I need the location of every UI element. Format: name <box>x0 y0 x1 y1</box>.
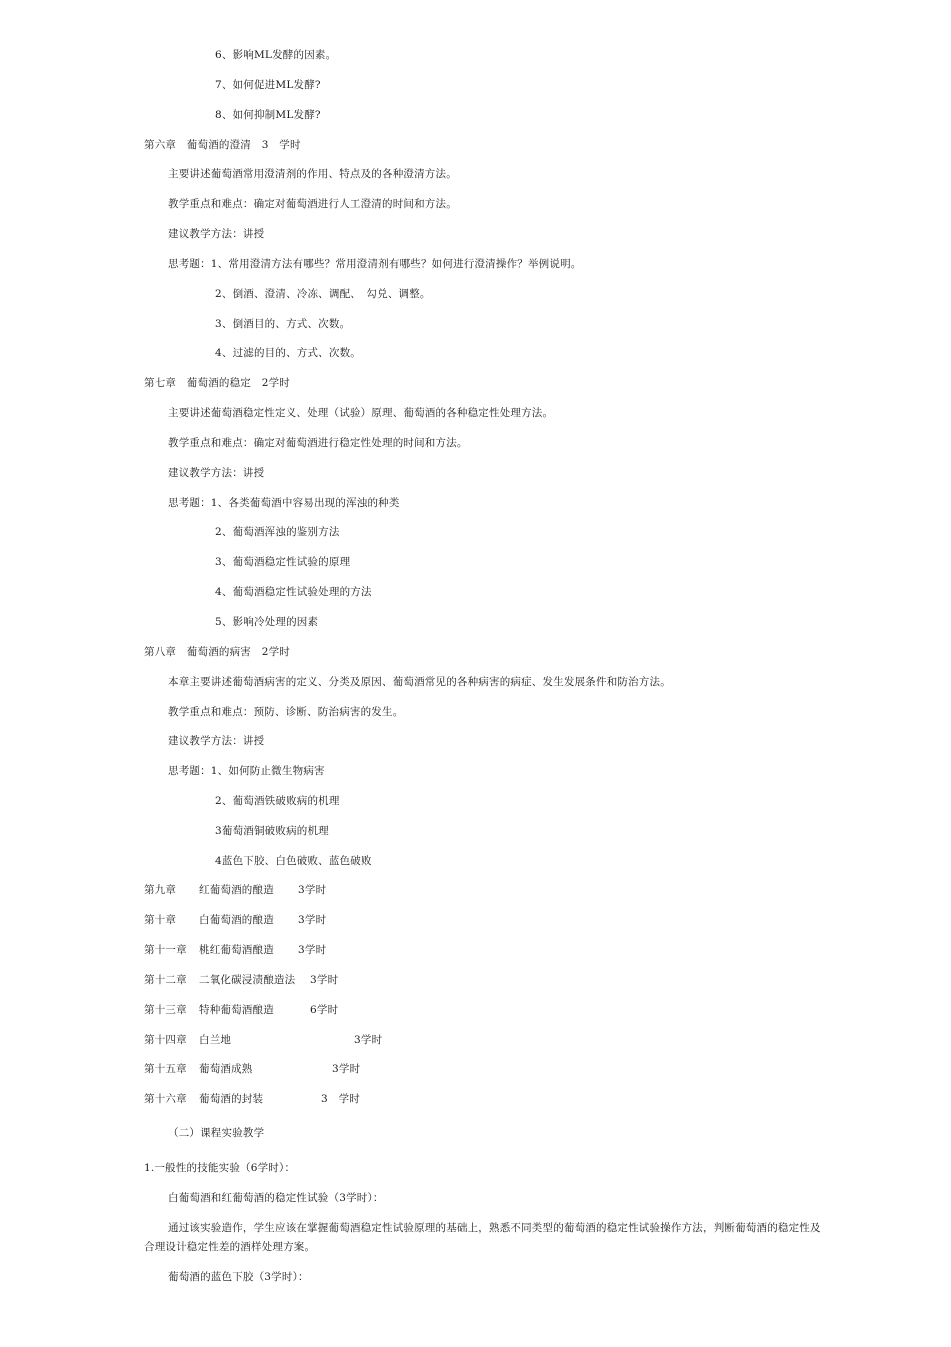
chapter-title: 特种葡萄酒酿造 <box>199 1004 274 1016</box>
ch6-method: 建议教学方法：讲授 <box>168 228 265 240</box>
chapter-number: 第十五章 <box>144 1063 187 1075</box>
lab-experiment-2-title: 葡萄酒的蓝色下胶（3学时）： <box>168 1271 309 1283</box>
chapter-hours: 3 学时 <box>321 1093 360 1105</box>
ch8-question-1: 思考题：1、如何防止微生物病害 <box>168 765 325 777</box>
ch6-summary: 主要讲述葡萄酒常用澄清剂的作用、特点及的各种澄清方法。 <box>168 168 457 180</box>
chapter-hours: 6学时 <box>310 1004 339 1016</box>
ch7-question-3: 3、葡萄酒稳定性试验的原理 <box>215 556 351 568</box>
chapter-number: 第十六章 <box>144 1093 187 1105</box>
chapter-hours: 3学时 <box>298 944 327 956</box>
ch6-question-3: 3、倒酒目的、方式、次数。 <box>215 318 351 330</box>
chapter-number: 第十章 <box>144 914 177 926</box>
chapter-number: 第十四章 <box>144 1034 187 1046</box>
lab-section-heading: （二）课程实验教学 <box>168 1127 265 1139</box>
chapter-hours: 3学时 <box>310 974 339 986</box>
chapter-hours: 3学时 <box>332 1063 361 1075</box>
chapter-title: 白兰地 <box>199 1034 232 1046</box>
ch7-question-5: 5、影响冷处理的因素 <box>215 616 319 628</box>
ch7-question-2: 2、葡萄酒浑浊的鉴别方法 <box>215 526 340 538</box>
ch8-question-3: 3葡萄酒铜破败病的机理 <box>215 825 329 837</box>
ch7-summary: 主要讲述葡萄酒稳定性定义、处理（试验）原理、葡萄酒的各种稳定性处理方法。 <box>168 407 554 419</box>
chapter-title: 红葡萄酒的酿造 <box>199 884 274 896</box>
ch6-question-2: 2、倒酒、澄清、冷冻、调配、 勾兑、调整。 <box>215 288 431 300</box>
chapter-number: 第九章 <box>144 884 177 896</box>
ch8-key-points: 教学重点和难点：预防、诊断、防治病害的发生。 <box>168 706 404 718</box>
lab-experiment-1-title: 白葡萄酒和红葡萄酒的稳定性试验（3学时）： <box>168 1192 384 1204</box>
ch8-method: 建议教学方法：讲授 <box>168 735 265 747</box>
ch8-question-2: 2、葡萄酒铁破败病的机理 <box>215 795 340 807</box>
chapter-title: 二氧化碳浸渍酿造法 <box>199 974 296 986</box>
ch8-heading: 第八章 葡萄酒的病害 2学时 <box>144 646 290 658</box>
ch7-key-points: 教学重点和难点：确定对葡萄酒进行稳定性处理的时间和方法。 <box>168 437 468 449</box>
ch5-question-8: 8、如何抑制ML发酵? <box>215 109 321 121</box>
chapter-hours: 3学时 <box>354 1034 383 1046</box>
ch5-question-6: 6、影响ML发酵的因素。 <box>215 49 337 61</box>
lab-item-1: 1.一般性的技能实验（6学时）： <box>144 1162 296 1174</box>
chapter-number: 第十三章 <box>144 1004 187 1016</box>
chapter-hours: 3学时 <box>298 914 327 926</box>
chapter-title: 葡萄酒的封装 <box>199 1093 264 1105</box>
ch6-heading: 第六章 葡萄酒的澄清 3 学时 <box>144 139 301 151</box>
ch8-summary: 本章主要讲述葡萄酒病害的定义、分类及原因、葡萄酒常见的各种病害的病症、发生发展条件和防治方法。 <box>168 676 671 688</box>
ch7-question-1: 思考题：1、各类葡萄酒中容易出现的浑浊的种类 <box>168 497 400 509</box>
ch8-question-4: 4蓝色下胶、白色破败、蓝色破败 <box>215 855 372 867</box>
chapter-title: 桃红葡萄酒酿造 <box>199 944 274 956</box>
lab-experiment-1-description: 通过该实验造作，学生应该在掌握葡萄酒稳定性试验原理的基础上，熟悉不同类型的葡萄酒的稳定性试验操作方法，判断葡萄酒的稳定性及合理设计稳定性差的酒样处理方案。 <box>144 1222 821 1253</box>
chapter-title: 白葡萄酒的酿造 <box>199 914 274 926</box>
ch6-question-4: 4、过滤的目的、方式、次数。 <box>215 347 361 359</box>
chapter-number: 第十二章 <box>144 974 187 986</box>
ch7-question-4: 4、葡萄酒稳定性试验处理的方法 <box>215 586 372 598</box>
chapter-hours: 3学时 <box>298 884 327 896</box>
chapter-title: 葡萄酒成熟 <box>199 1063 253 1075</box>
ch6-question-1: 思考题：1、常用澄清方法有哪些？常用澄清剂有哪些？如何进行澄清操作？举例说明。 <box>168 258 582 270</box>
ch7-method: 建议教学方法：讲授 <box>168 467 265 479</box>
chapter-number: 第十一章 <box>144 944 187 956</box>
ch7-heading: 第七章 葡萄酒的稳定 2学时 <box>144 377 290 389</box>
ch6-key-points: 教学重点和难点：确定对葡萄酒进行人工澄清的时间和方法。 <box>168 198 457 210</box>
ch5-question-7: 7、如何促进ML发酵? <box>215 79 321 91</box>
